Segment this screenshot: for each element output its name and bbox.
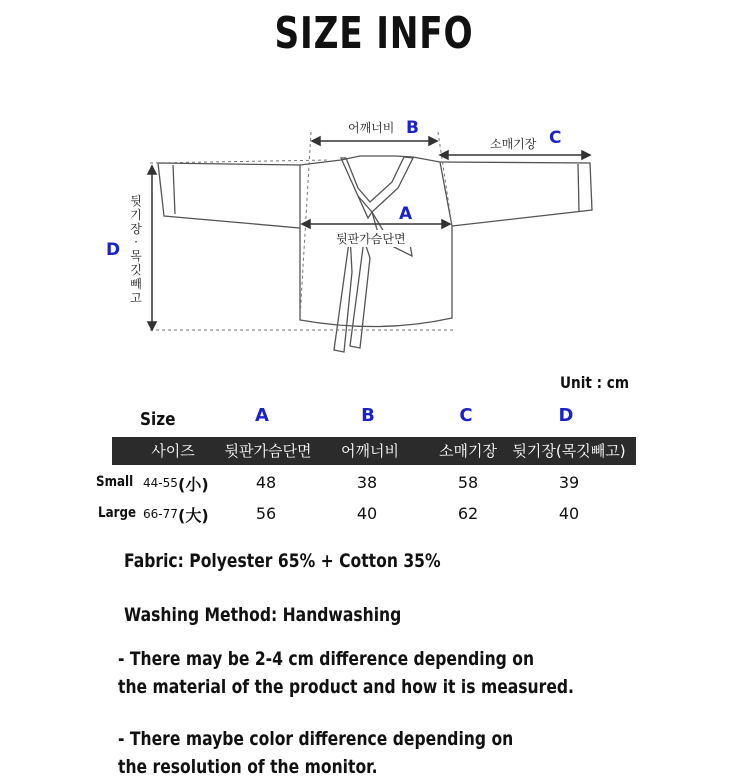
note-color-line2: the resolution of the monitor. [118,756,378,778]
size-heading: Size [140,409,176,430]
measure-b-arrow [312,137,437,145]
svg-text:장: 장 [130,222,142,236]
svg-text:빼: 빼 [130,277,142,291]
row-size-han: (大) [178,506,209,525]
label-chest: 뒷판가슴단면 [336,232,406,246]
measure-d-arrow [148,166,156,330]
note-color-line1: - There maybe color difference depending on [118,728,514,750]
col-letter-c: C [459,405,473,426]
page-title: SIZE INFO [274,8,474,59]
cell-chest: 48 [255,473,277,492]
row-size-range: 44-55 [143,476,178,490]
label-shoulder: 어깨너비 [348,121,395,135]
th-chest: 뒷판가슴단면 [224,442,312,460]
col-letter-d: D [558,405,574,426]
svg-text:기: 기 [130,208,142,222]
cell-chest: 56 [255,504,277,523]
cell-sleeve: 62 [457,504,479,523]
label-sleeve: 소매기장 [490,137,537,151]
cell-shoulder: 38 [356,473,378,492]
row-size-label: Small [96,474,134,490]
washing-info: Washing Method: Handwashing [124,604,402,626]
cell-back-length: 40 [558,504,580,523]
note-measure-line2: the material of the product and how it is measured. [118,676,574,698]
note-measure-line1: - There may be 2-4 cm difference depending on [118,648,535,670]
row-size-range: 66-77 [143,507,178,521]
svg-text:깃: 깃 [130,263,142,277]
th-back-length: 뒷기장(목깃빼고) [512,442,626,460]
row-size-label: Large [98,505,137,521]
cell-shoulder: 40 [356,504,378,523]
letter-a: A [399,204,413,224]
letter-d: D [106,240,121,260]
letter-c: C [549,128,562,148]
letter-b: B [406,118,419,138]
svg-text:·: · [134,235,138,249]
measure-c-arrow [440,151,590,159]
row-size-han: (小) [178,475,209,494]
fabric-info: Fabric: Polyester 65% + Cotton 35% [124,550,441,572]
garment-diagram [0,0,748,380]
th-sleeve: 소매기장 [439,442,497,460]
jacket-outline [158,156,592,352]
svg-text:고: 고 [130,291,142,305]
label-back-length [130,193,142,305]
cell-back-length: 39 [558,473,580,492]
cell-sleeve: 58 [457,473,479,492]
col-letter-b: B [361,405,375,426]
unit-label: Unit : cm [560,373,630,392]
th-shoulder: 어깨너비 [341,442,399,460]
col-letter-a: A [255,405,269,426]
svg-text:목: 목 [130,249,142,263]
svg-text:뒷: 뒷 [130,194,142,208]
th-size: 사이즈 [151,442,195,460]
